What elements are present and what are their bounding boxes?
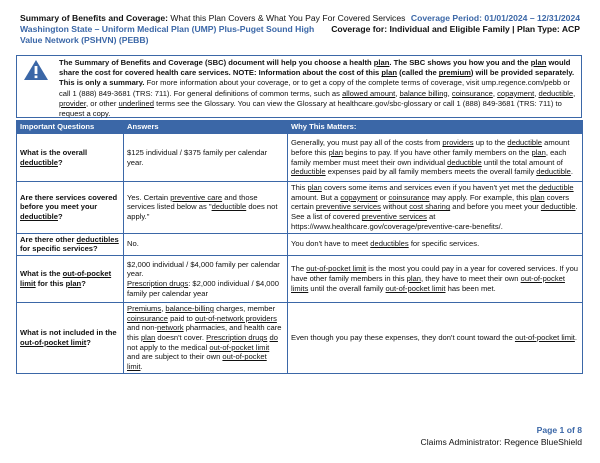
benefits-table: [16, 120, 583, 374]
col-header-answers: Answers: [124, 121, 288, 134]
page-number: Page 1 of 8: [536, 425, 582, 435]
sbc-title: Summary of Benefits and Coverage: What this Plan Covers & What You Pay For Covered Services: [20, 13, 406, 23]
question-cell: What is not included in the out-of-pocket limit?: [17, 302, 124, 373]
why-cell: The out-of-pocket limit is the most you could pay in a year for covered services. If you have other family members in this plan, they have to meet their own out-of-pocket limits until the overall family out-of-pocket limit has been met.: [288, 255, 583, 302]
col-header-questions: Important Questions: [17, 121, 124, 134]
question-cell: What is the overall deductible?: [17, 134, 124, 182]
table-row: [17, 134, 583, 182]
answer-cell: No.: [124, 233, 288, 255]
answer-cell: Yes. Certain preventive care and those services listed below as "deductible does not apply.": [124, 182, 288, 234]
answer-cell: $2,000 individual / $4,000 family per calendar year. Prescription drugs: $2,000 individual / $4,000 family per calendar year: [124, 255, 288, 302]
document-header: [20, 13, 580, 46]
table-header-row: [17, 121, 583, 134]
question-cell: Are there other deductibles for specific services?: [17, 233, 124, 255]
why-cell: This plan covers some items and services even if you haven't yet met the deductible amount. But a copayment or coinsurance may apply. For example, this plan covers certain preventive services without cost sharing and before you meet your deductible. See a list of covered preventive services at https://www.healthcare.gov/coverage/preventive-care-benefits/.: [288, 182, 583, 234]
table-row: [17, 255, 583, 302]
sbc-notice-box: [16, 55, 582, 118]
col-header-why: Why This Matters:: [288, 121, 583, 134]
table-row: [17, 302, 583, 373]
question-cell: Are there services covered before you meet your deductible?: [17, 182, 124, 234]
table-row: [17, 233, 583, 255]
notice-text: The Summary of Benefits and Coverage (SBC) document will help you choose a health plan. The SBC shows you how you and the plan would share the cost for covered health care services. NOTE: Information about the cost of this plan (called the premium) will be provided separately. This is only a summary. For more information about your coverage, or to get a copy of the complete terms of coverage, visit ump.regence.com/pebb or call 1 (888) 849-3681 (TRS: 711). For general definitions of common terms, such as allowed amount, balance billing, coinsurance, copayment, deductible, provider, or other underlined terms see the Glossary. You can view the Glossary at healthcare.gov/sbc-glossary or call 1 (888) 849-3681 (TRS: 711) to request a copy.: [59, 58, 576, 119]
why-cell: Generally, you must pay all of the costs from providers up to the deductible amount before this plan begins to pay. If you have other family members on the plan, each family member must meet their own individual deductible until the total amount of deductible expenses paid by all family members meets the overall family deductible.: [288, 134, 583, 182]
coverage-for: Coverage for: Individual and Eligible Family | Plan Type: ACP: [331, 24, 580, 34]
warning-icon: [23, 59, 49, 81]
claims-administrator: Claims Administrator: Regence BlueShield: [420, 437, 582, 447]
question-cell: What is the out-of-pocket limit for this plan?: [17, 255, 124, 302]
answer-cell: Premiums, balance-billing charges, member coinsurance paid to out-of-network providers and non-network pharmacies, and health care this plan doesn't cover. Prescription drugs do not apply to the medical out-of-pocket limit and are subject to their own out-of-pocket limit.: [124, 302, 288, 373]
page-footer: [421, 424, 582, 448]
coverage-period: Coverage Period: 01/01/2024 – 12/31/2024: [410, 13, 580, 23]
answer-cell: $125 individual / $375 family per calendar year.: [124, 134, 288, 182]
plan-name: Washington State – Uniform Medical Plan (UMP) Plus-Puget Sound High Value Network (PSHVN) (PEBB): [20, 24, 315, 45]
why-cell: You don't have to meet deductibles for specific services.: [288, 233, 583, 255]
why-cell: Even though you pay these expenses, they don't count toward the out-of-pocket limit.: [288, 302, 583, 373]
table-row: [17, 182, 583, 234]
